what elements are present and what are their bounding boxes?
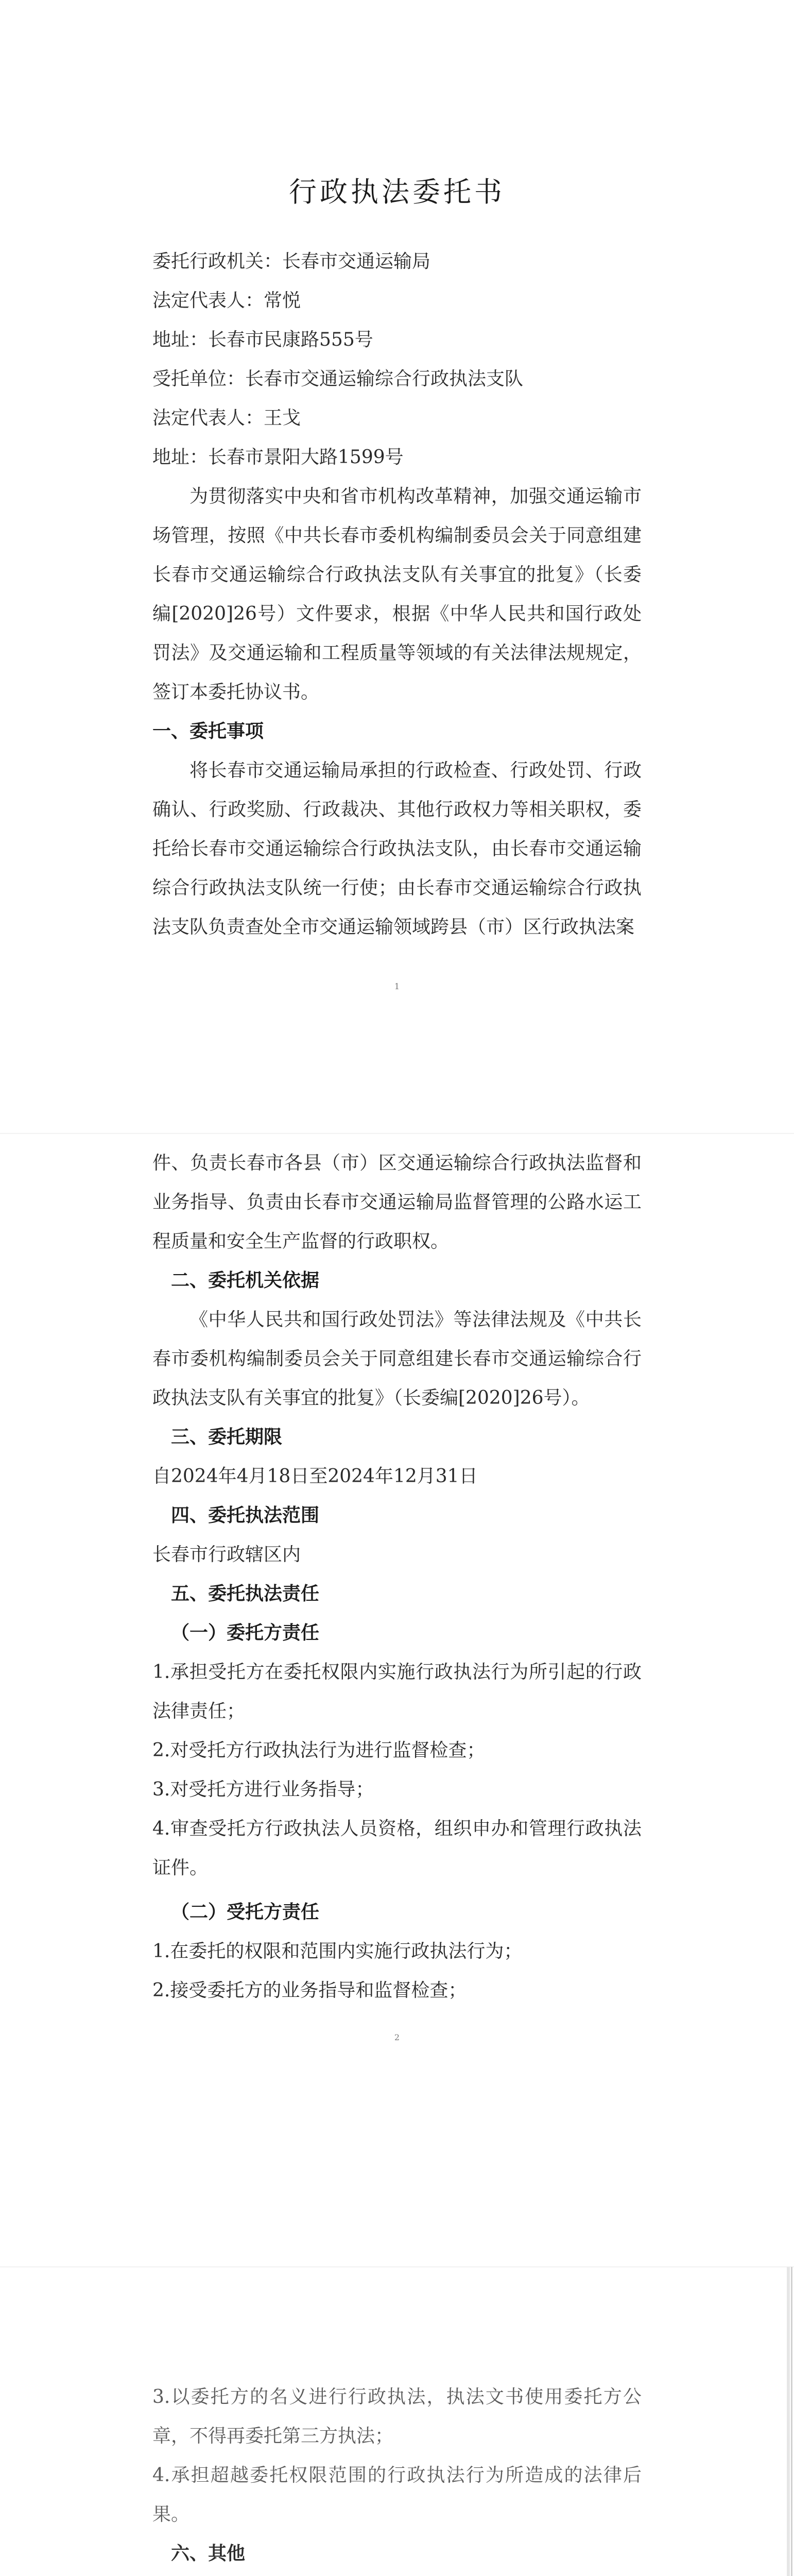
section-4-text: 长春市行政辖区内 — [152, 1544, 301, 1565]
section-1-text-part-b: 件、负责长春市各县（市）区交通运输综合行政执法监督和业务指导、负责由长春市交通运输局监督管理的公路水运工程质量和安全生产监督的行政职权。 — [152, 1153, 642, 1252]
section-3-text: 自2024年4月18日至2024年12月31日 — [152, 1466, 478, 1487]
page-edge-binding — [782, 2267, 794, 2576]
section-3-title: 三、委托期限 — [171, 1427, 283, 1448]
page-number-2: 2 — [394, 2032, 400, 2042]
delegator-line: 委托行政机关：长春市交通运输局 — [152, 251, 431, 272]
section-2-title: 二、委托机关依据 — [171, 1270, 320, 1291]
delegatee-duty-1: 1.在委托的权限和范围内实施行政执法行为； — [152, 1941, 523, 1962]
section-5-subtitle-1: （一）委托方责任 — [171, 1622, 320, 1643]
page-2 — [0, 1133, 794, 2267]
intro-paragraph: 为贯彻落实中央和省市机构改革精神，加强交通运输市场管理，按照《中共长春市委机构编制委员会关于同意组建长春市交通运输综合行政执法支队有关事宜的批复》（长委编[2020]26号）文件要求，根据《中华人民共和国行政处罚法》及交通运输和工程质量等领域的有关法律法规规定，签订本委托协议书。 — [152, 486, 642, 703]
section-5-subtitle-2: （二）受托方责任 — [171, 1902, 320, 1923]
other-clause-1 — [152, 2573, 642, 2576]
page-1-content — [152, 242, 642, 947]
delegator-duty-3: 3.对受托方进行业务指导； — [152, 1779, 374, 1800]
delegator-duty-4: 4.审查受托方行政执法人员资格，组织申办和管理行政执法证件。 — [152, 1818, 642, 1878]
delegator-rep-line: 法定代表人：常悦 — [152, 290, 301, 311]
delegatee-rep-line: 法定代表人：王戈 — [152, 408, 301, 429]
section-1-text-part-a: 将长春市交通运输局承担的行政检查、行政处罚、行政确认、行政奖励、行政裁决、其他行政权力等相关职权，委托给长春市交通运输综合行政执法支队，由长春市交通运输综合行政执法支队统一行使；由长春市交通运输综合行政执法支队负责查处全市交通运输领域跨县（市）区行政执法案 — [152, 760, 642, 938]
delegator-address-line: 地址：长春市民康路555号 — [152, 329, 373, 350]
page-number-1: 1 — [394, 981, 400, 991]
delegatee-line: 受托单位：长春市交通运输综合行政执法支队 — [152, 368, 524, 389]
delegatee-duty-4: 4.承担超越委托权限范围的行政执法行为所造成的法律后果。 — [152, 2465, 642, 2525]
section-1-title: 一、委托事项 — [152, 721, 264, 742]
page-2-content — [152, 1144, 642, 2010]
section-6-title: 六、其他 — [171, 2543, 246, 2564]
document-title: 行政执法委托书 — [289, 176, 505, 208]
delegatee-duty-2: 2.接受委托方的业务指导和监督检查； — [152, 1980, 467, 2001]
page-1 — [0, 0, 794, 1133]
section-2-text: 《中华人民共和国行政处罚法》等法律法规及《中共长春市委机构编制委员会关于同意组建长春市交通运输综合行政执法支队有关事宜的批复》（长委编[2020]26号）。 — [152, 1309, 642, 1409]
delegator-duty-2: 2.对受托方行政执法行为进行监督检查； — [152, 1740, 486, 1761]
delegator-duty-1: 1.承担受托方在委托权限内实施行政执法行为所引起的行政法律责任； — [152, 1662, 642, 1722]
delegatee-address-line: 地址：长春市景阳大路1599号 — [152, 447, 404, 468]
page-3 — [0, 2267, 794, 2576]
delegatee-duty-3: 3.以委托方的名义进行行政执法，执法文书使用委托方公章，不得再委托第三方执法； — [152, 2386, 642, 2447]
section-4-title: 四、委托执法范围 — [171, 1505, 320, 1526]
section-5-title: 五、委托执法责任 — [171, 1583, 320, 1604]
page-3-content — [152, 2378, 642, 2576]
